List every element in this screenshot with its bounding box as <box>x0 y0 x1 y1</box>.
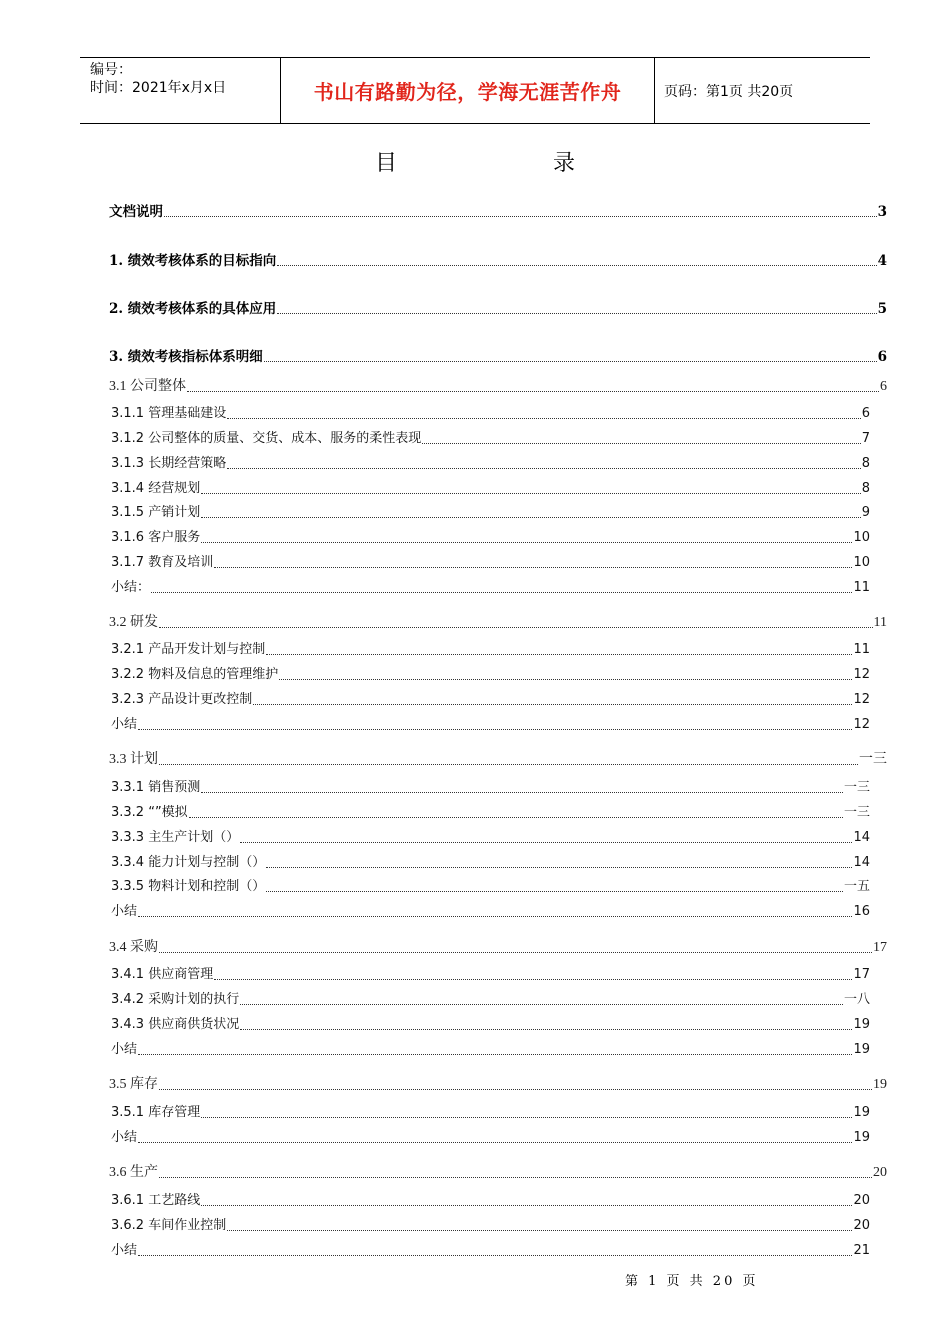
toc-entry-label: 小结： <box>111 580 151 595</box>
toc-entry-page: 一三 <box>843 805 870 820</box>
toc-entry-page: 17 <box>853 967 870 982</box>
toc-entry-page: 16 <box>853 904 870 919</box>
toc-entry[interactable] <box>109 252 887 270</box>
toc-entry-page: 20 <box>873 1165 887 1180</box>
toc-entry-label: 3.4.3 供应商供货状况 <box>111 1017 240 1032</box>
toc-entry-page: 一八 <box>843 992 870 1007</box>
toc-entry-label: 3.4.2 采购计划的执行 <box>111 992 240 1007</box>
toc-entry-label: 3.3.5 物料计划和控制（） <box>111 879 266 894</box>
toc-entry-page: 9 <box>861 505 870 520</box>
toc-entry-label: 3.6.1 工艺路线 <box>111 1193 201 1208</box>
toc-entry-page: 14 <box>853 855 870 870</box>
toc-leader-dots <box>201 1204 852 1206</box>
toc-entry[interactable] <box>111 966 870 984</box>
document-number-label: 编号： <box>90 62 132 78</box>
toc-entry[interactable] <box>111 878 870 896</box>
toc-leader-dots <box>240 841 852 843</box>
toc-entry[interactable] <box>111 529 870 547</box>
toc-entry-label: 3. 绩效考核指标体系明细 <box>109 349 263 365</box>
toc-entry[interactable] <box>109 614 887 632</box>
toc-entry[interactable] <box>111 691 870 709</box>
toc-entry[interactable] <box>111 1242 870 1260</box>
header-motto: 书山有路勤为径，学海无涯苦作舟 <box>281 58 655 123</box>
toc-leader-dots <box>240 1028 852 1030</box>
toc-leader-dots <box>277 264 876 266</box>
toc-leader-dots <box>201 516 861 518</box>
toc-entry[interactable] <box>111 666 870 684</box>
toc-entry[interactable] <box>111 903 870 921</box>
toc-leader-dots <box>138 1141 852 1143</box>
toc-leader-dots <box>159 763 858 765</box>
toc-entry-page: 19 <box>853 1105 870 1120</box>
toc-leader-dots <box>266 890 843 892</box>
toc-entry-label: 3.1.1 管理基础建设 <box>111 406 227 421</box>
toc-entry-label: 小结 <box>111 717 138 732</box>
toc-entry-label: 3.1.5 产销计划 <box>111 505 201 520</box>
toc-entry-page: 19 <box>853 1017 870 1032</box>
toc-leader-dots <box>253 703 852 705</box>
toc-entry[interactable] <box>111 804 870 822</box>
toc-entry-label: 3.3 计划 <box>109 752 158 767</box>
toc-entry-label: 小结 <box>111 1042 138 1057</box>
toc-entry[interactable] <box>111 554 870 572</box>
toc-entry-page: 21 <box>853 1243 870 1258</box>
toc-entry-label: 3.6 生产 <box>109 1165 158 1180</box>
toc-entry-label: 2. 绩效考核体系的具体应用 <box>109 301 277 317</box>
toc-entry-label: 3.2.3 产品设计更改控制 <box>111 692 253 707</box>
toc-entry-page: 20 <box>853 1193 870 1208</box>
toc-leader-dots <box>159 951 872 953</box>
toc-entry-page: 6 <box>861 406 870 421</box>
toc-entry-label: 文档说明 <box>109 204 163 220</box>
toc-entry[interactable] <box>111 579 870 597</box>
toc-entry[interactable] <box>111 1041 870 1059</box>
toc-entry-page: 一三 <box>859 752 887 767</box>
toc-entry-page: 一三 <box>843 780 870 795</box>
toc-entry-page: 11 <box>853 642 870 657</box>
header-page-info: 页码：第1页 共20页 <box>664 83 794 100</box>
toc-entry-label: 1. 绩效考核体系的目标指向 <box>109 253 277 269</box>
toc-leader-dots <box>214 566 852 568</box>
toc-leader-dots <box>227 1229 852 1231</box>
toc-leader-dots <box>164 215 877 217</box>
toc-leader-dots <box>151 591 852 593</box>
toc-leader-dots <box>201 492 861 494</box>
toc-entry-page: 7 <box>861 431 870 446</box>
toc-entry-page: 10 <box>853 555 870 570</box>
toc-entry[interactable] <box>111 991 870 1009</box>
toc-entry[interactable] <box>109 203 887 221</box>
toc-entry-page: 6 <box>880 379 887 394</box>
toc-leader-dots <box>138 728 852 730</box>
toc-entry[interactable] <box>111 455 870 473</box>
toc-leader-dots <box>201 791 843 793</box>
toc-entry-label: 小结 <box>111 1243 138 1258</box>
toc-entry[interactable] <box>111 480 870 498</box>
toc-entry-page: 19 <box>853 1042 870 1057</box>
toc-entry[interactable] <box>111 716 870 734</box>
toc-entry-page: 14 <box>853 830 870 845</box>
toc-entry-label: 3.6.2 车间作业控制 <box>111 1218 227 1233</box>
toc-leader-dots <box>138 1254 852 1256</box>
toc-entry[interactable] <box>111 1016 870 1034</box>
toc-entry-page: 10 <box>853 530 870 545</box>
toc-entry-page: 12 <box>853 667 870 682</box>
toc-leader-dots <box>138 1053 852 1055</box>
toc-leader-dots <box>422 442 861 444</box>
toc-leader-dots <box>264 360 877 362</box>
toc-entry[interactable] <box>109 300 887 318</box>
toc-entry[interactable] <box>111 1129 870 1147</box>
toc-entry[interactable] <box>109 378 887 396</box>
toc-entry-label: 3.4.1 供应商管理 <box>111 967 214 982</box>
toc-entry[interactable] <box>111 829 870 847</box>
toc-entry-page: 19 <box>853 1130 870 1145</box>
toc-entry[interactable] <box>111 1192 870 1210</box>
toc-entry[interactable] <box>111 1217 870 1235</box>
toc-entry-label: 3.1.4 经营规划 <box>111 481 201 496</box>
toc-entry-page: 5 <box>877 301 887 317</box>
toc-title-char-2: 录 <box>553 151 576 176</box>
toc-entry-label: 3.2 研发 <box>109 615 158 630</box>
toc-entry-page: 20 <box>853 1218 870 1233</box>
toc-entry-label: 3.3.4 能力计划与控制（） <box>111 855 266 870</box>
toc-leader-dots <box>201 541 852 543</box>
toc-entry-label: 小结 <box>111 1130 138 1145</box>
toc-entry[interactable] <box>111 854 870 872</box>
document-time-label: 时间：2021年x月x日 <box>90 80 227 96</box>
toc-entry-page: 12 <box>853 692 870 707</box>
toc-entry[interactable] <box>109 751 887 769</box>
toc-leader-dots <box>227 467 861 469</box>
toc-entry-page: 一五 <box>843 879 870 894</box>
toc-entry-label: 3.4 采购 <box>109 940 158 955</box>
toc-leader-dots <box>159 1088 872 1090</box>
toc-entry[interactable] <box>109 348 887 366</box>
toc-leader-dots <box>138 915 852 917</box>
toc-entry-page: 11 <box>853 580 870 595</box>
toc-entry-page: 3 <box>877 204 887 220</box>
toc-entry[interactable] <box>109 1164 887 1182</box>
toc-entry[interactable] <box>111 641 870 659</box>
toc-entry-label: 3.1.2 公司整体的质量、交货、成本、服务的柔性表现 <box>111 431 422 446</box>
toc-entry-page: 11 <box>873 615 887 630</box>
toc-leader-dots <box>214 978 852 980</box>
toc-entry[interactable] <box>109 939 887 957</box>
toc-leader-dots <box>277 312 876 314</box>
toc-leader-dots <box>266 866 852 868</box>
toc-entry-label: 3.5.1 库存管理 <box>111 1105 201 1120</box>
toc-entry-label: 小结 <box>111 904 138 919</box>
toc-entry-page: 12 <box>853 717 870 732</box>
toc-entry[interactable] <box>111 1104 870 1122</box>
toc-title-char-1: 目 <box>374 151 397 176</box>
toc-entry-label: 3.3.2 “”模拟 <box>111 805 188 820</box>
toc-entry-page: 17 <box>873 940 887 955</box>
page-footer: 第 1 页 共 20 页 <box>625 1274 759 1289</box>
toc-entry-page: 19 <box>873 1077 887 1092</box>
toc-leader-dots <box>159 626 873 628</box>
toc-leader-dots <box>201 1116 852 1118</box>
toc-entry-label: 3.3.1 销售预测 <box>111 780 201 795</box>
toc-entry-label: 3.1 公司整体 <box>109 379 186 394</box>
toc-entry-label: 3.2.1 产品开发计划与控制 <box>111 642 266 657</box>
toc-entry-page: 8 <box>861 456 870 471</box>
toc-entry-label: 3.3.3 主生产计划（） <box>111 830 240 845</box>
toc-leader-dots <box>189 816 843 818</box>
toc-leader-dots <box>266 653 852 655</box>
toc-entry-page: 4 <box>877 253 887 269</box>
toc-entry[interactable] <box>111 430 870 448</box>
toc-entry-label: 3.1.7 教育及培训 <box>111 555 214 570</box>
toc-entry[interactable] <box>109 1076 887 1094</box>
toc-leader-dots <box>240 1003 843 1005</box>
toc-entry[interactable] <box>111 779 870 797</box>
toc-entry-label: 3.1.6 客户服务 <box>111 530 201 545</box>
toc-entry-page: 8 <box>861 481 870 496</box>
toc-leader-dots <box>187 390 879 392</box>
toc-leader-dots <box>279 678 852 680</box>
toc-entry-label: 3.5 库存 <box>109 1077 158 1092</box>
toc-entry[interactable] <box>111 504 870 522</box>
toc-entry-label: 3.1.3 长期经营策略 <box>111 456 227 471</box>
toc-leader-dots <box>159 1176 872 1178</box>
toc-leader-dots <box>227 417 861 419</box>
toc-entry-page: 6 <box>877 349 887 365</box>
toc-entry[interactable] <box>111 405 870 423</box>
toc-entry-label: 3.2.2 物料及信息的管理维护 <box>111 667 279 682</box>
